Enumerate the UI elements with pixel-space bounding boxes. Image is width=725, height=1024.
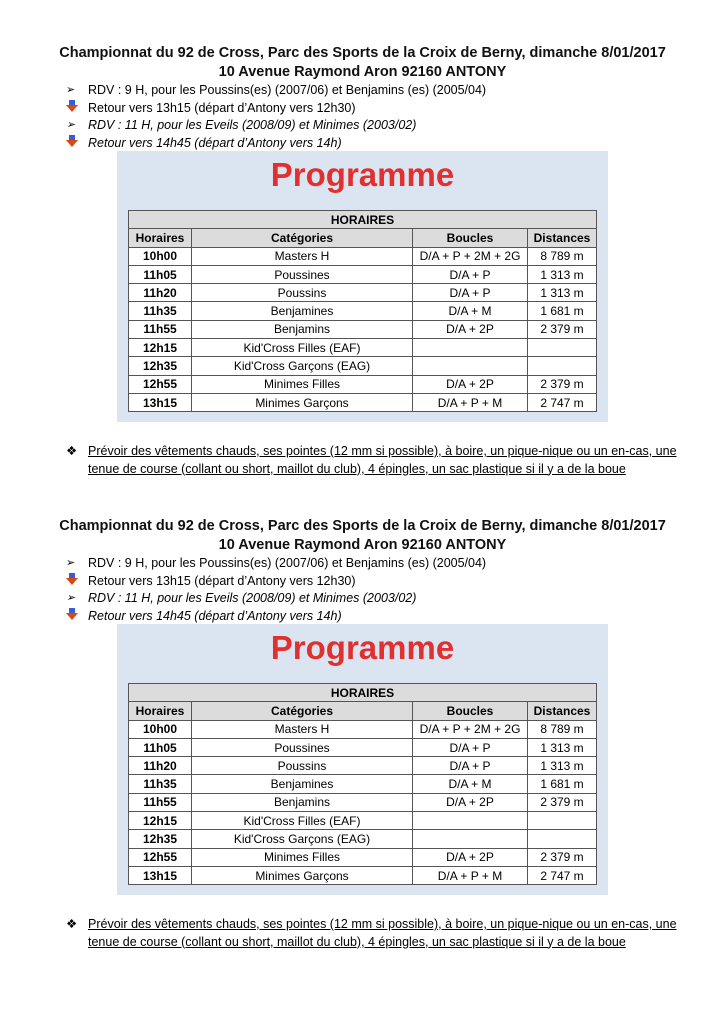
rdv-item: [66, 573, 725, 591]
rdv-text: RDV : 11 H, pour les Eveils (2008/09) et Minimes (2003/02): [88, 118, 417, 132]
cell: 11h20: [129, 284, 192, 302]
cell: 1 681 m: [528, 302, 597, 320]
cell: 11h05: [129, 265, 192, 283]
cell: Benjamines: [192, 302, 413, 320]
cell: 11h20: [129, 757, 192, 775]
event-title: Championnat du 92 de Cross, Parc des Sports de la Croix de Berny, dimanche 8/01/2017: [59, 518, 666, 534]
col-header: Horaires: [129, 229, 192, 247]
cell: D/A + P: [413, 265, 528, 283]
event-address: 10 Avenue Raymond Aron 92160 ANTONY: [218, 537, 507, 553]
table-row: [129, 866, 597, 884]
cell: Poussins: [192, 757, 413, 775]
arrow-icon: ➢: [66, 557, 76, 569]
cell: 10h00: [129, 247, 192, 265]
col-header: Catégories: [192, 702, 413, 720]
diamond-icon: ❖: [66, 444, 78, 458]
download-icon: [66, 573, 88, 591]
table-row: [129, 848, 597, 866]
cell: [413, 830, 528, 848]
cell: D/A + M: [413, 775, 528, 793]
table-row: [129, 339, 597, 357]
cell: D/A + 2P: [413, 320, 528, 338]
cell: [413, 339, 528, 357]
cell: 1 313 m: [528, 265, 597, 283]
arrow-icon: ➢: [66, 592, 76, 604]
notes: [66, 916, 686, 951]
rdv-item: [66, 82, 725, 100]
col-header: Horaires: [129, 702, 192, 720]
cell: 8 789 m: [528, 720, 597, 738]
table-row: [129, 793, 597, 811]
rdv-text: Retour vers 13h15 (départ d’Antony vers 12h30): [88, 573, 356, 588]
cell: Masters H: [192, 720, 413, 738]
cell: Minimes Filles: [192, 848, 413, 866]
note-text: Prévoir des vêtements chauds, ses pointes (12 mm si possible), à boire, un pique-nique ou un en-cas, une tenue de course (collant ou short, maillot du club), 4 épingles, un sac plastique si il y a de la boue: [88, 917, 677, 949]
cell: 12h35: [129, 357, 192, 375]
cell: Benjamines: [192, 775, 413, 793]
cell: 2 747 m: [528, 866, 597, 884]
table-row: [129, 247, 597, 265]
cell: 11h55: [129, 320, 192, 338]
cell: 11h35: [129, 775, 192, 793]
cell: 2 379 m: [528, 848, 597, 866]
col-header: Catégories: [192, 229, 413, 247]
cell: 1 313 m: [528, 757, 597, 775]
cell: Masters H: [192, 247, 413, 265]
event-title: Championnat du 92 de Cross, Parc des Sports de la Croix de Berny, dimanche 8/01/2017: [59, 45, 666, 61]
rdv-text: RDV : 11 H, pour les Eveils (2008/09) et Minimes (2003/02): [88, 591, 417, 605]
cell: [528, 357, 597, 375]
notes: [66, 443, 686, 478]
cell: D/A + P: [413, 738, 528, 756]
cell: 11h55: [129, 793, 192, 811]
cell: 8 789 m: [528, 247, 597, 265]
cell: 2 379 m: [528, 375, 597, 393]
cell: 12h15: [129, 812, 192, 830]
section-2: [0, 517, 725, 625]
programme-title: Programme: [270, 629, 455, 666]
rdv-text: RDV : 9 H, pour les Poussins(es) (2007/06) et Benjamins (es) (2005/04): [88, 83, 487, 97]
schedule-table: [128, 210, 597, 412]
arrow-icon: ➢: [66, 119, 76, 131]
table-row: [129, 375, 597, 393]
table-row: [129, 775, 597, 793]
col-header: Distances: [528, 229, 597, 247]
cell: Minimes Filles: [192, 375, 413, 393]
cell: D/A + P + M: [413, 393, 528, 411]
cell: D/A + 2P: [413, 793, 528, 811]
cell: [528, 830, 597, 848]
cell: Benjamins: [192, 793, 413, 811]
diamond-icon: ❖: [66, 917, 78, 931]
table-caption: HORAIRES: [129, 211, 597, 229]
cell: 1 313 m: [528, 284, 597, 302]
rdv-item: [66, 555, 725, 573]
table-row: [129, 738, 597, 756]
col-header: Distances: [528, 702, 597, 720]
download-icon: [66, 135, 88, 153]
table-row: [129, 357, 597, 375]
table-row: [129, 302, 597, 320]
rdv-list: [66, 82, 725, 152]
cell: D/A + P + M: [413, 866, 528, 884]
rdv-item: [66, 100, 725, 118]
table-caption: HORAIRES: [129, 684, 597, 702]
programme-title: Programme: [270, 156, 455, 193]
cell: 2 747 m: [528, 393, 597, 411]
cell: D/A + M: [413, 302, 528, 320]
cell: D/A + P + 2M + 2G: [413, 720, 528, 738]
section-1: [0, 44, 725, 152]
arrow-icon: ➢: [66, 84, 76, 96]
cell: Kid'Cross Filles (EAF): [192, 812, 413, 830]
table-row: [129, 320, 597, 338]
table-row: [129, 265, 597, 283]
rdv-text: Retour vers 14h45 (départ d’Antony vers 14h): [88, 608, 342, 623]
rdv-item: [66, 590, 725, 608]
table-row: [129, 757, 597, 775]
cell: Minimes Garçons: [192, 393, 413, 411]
table-row: [129, 284, 597, 302]
cell: 11h05: [129, 738, 192, 756]
cell: 12h55: [129, 375, 192, 393]
cell: D/A + P: [413, 757, 528, 775]
download-icon: [66, 100, 88, 118]
col-header: Boucles: [413, 702, 528, 720]
cell: 12h15: [129, 339, 192, 357]
download-icon: [66, 608, 88, 626]
rdv-text: RDV : 9 H, pour les Poussins(es) (2007/06) et Benjamins (es) (2005/04): [88, 556, 487, 570]
schedule-table: [128, 683, 597, 885]
cell: 1 313 m: [528, 738, 597, 756]
rdv-text: Retour vers 13h15 (départ d’Antony vers 12h30): [88, 100, 356, 115]
cell: 13h15: [129, 393, 192, 411]
cell: 11h35: [129, 302, 192, 320]
cell: 13h15: [129, 866, 192, 884]
table-row: [129, 830, 597, 848]
cell: Kid'Cross Garçons (EAG): [192, 357, 413, 375]
cell: 12h35: [129, 830, 192, 848]
cell: [528, 812, 597, 830]
rdv-text: Retour vers 14h45 (départ d’Antony vers 14h): [88, 135, 342, 150]
cell: Poussines: [192, 738, 413, 756]
cell: D/A + 2P: [413, 848, 528, 866]
cell: 2 379 m: [528, 793, 597, 811]
cell: 10h00: [129, 720, 192, 738]
table-row: [129, 393, 597, 411]
programme-panel: [117, 624, 608, 895]
cell: [528, 339, 597, 357]
rdv-item: [66, 117, 725, 135]
cell: D/A + P + 2M + 2G: [413, 247, 528, 265]
cell: D/A + 2P: [413, 375, 528, 393]
programme-panel: [117, 151, 608, 422]
rdv-list: [66, 555, 725, 625]
note-text: Prévoir des vêtements chauds, ses pointes (12 mm si possible), à boire, un pique-nique ou un en-cas, une tenue de course (collant ou short, maillot du club), 4 épingles, un sac plastique si il y a de la boue: [88, 444, 677, 476]
cell: Poussins: [192, 284, 413, 302]
cell: [413, 357, 528, 375]
cell: Benjamins: [192, 320, 413, 338]
cell: Kid'Cross Garçons (EAG): [192, 830, 413, 848]
cell: Minimes Garçons: [192, 866, 413, 884]
rdv-item: [66, 608, 725, 626]
cell: 12h55: [129, 848, 192, 866]
rdv-item: [66, 135, 725, 153]
cell: Poussines: [192, 265, 413, 283]
cell: Kid'Cross Filles (EAF): [192, 339, 413, 357]
cell: [413, 812, 528, 830]
table-row: [129, 812, 597, 830]
cell: D/A + P: [413, 284, 528, 302]
cell: 2 379 m: [528, 320, 597, 338]
event-address: 10 Avenue Raymond Aron 92160 ANTONY: [218, 64, 507, 80]
cell: 1 681 m: [528, 775, 597, 793]
col-header: Boucles: [413, 229, 528, 247]
table-row: [129, 720, 597, 738]
